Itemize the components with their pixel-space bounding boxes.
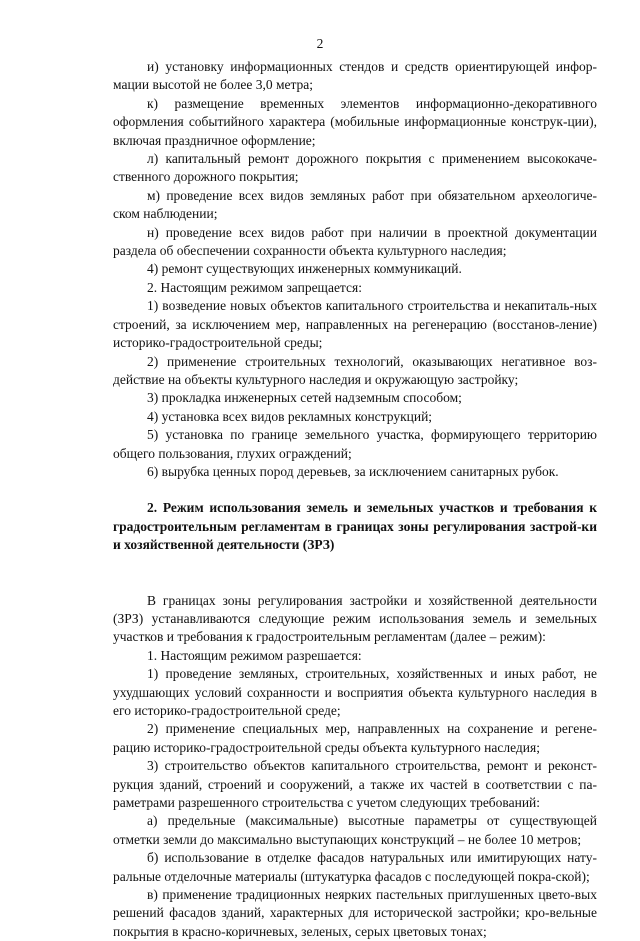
paragraph: в) применение традиционных неярких пастельных приглушенных цвето-вых решений фасадов зданий, характерных для исторической застройки; кро-вельные покрытия в красно-коричневых, зеленых, серых цветовых тонах;	[113, 887, 597, 939]
paragraph: 2. Настоящим режимом запрещается:	[147, 279, 362, 295]
paragraph: а) предельные (максимальные) высотные параметры от существующей отметки земли до максимально выступающих конструкций – не более 10 метров;	[113, 813, 597, 847]
paragraph: к) размещение временных элементов информационно-декоративного оформления событийного характера (мобильные информационные конструк-ции), включая праздничное оформление;	[113, 95, 597, 148]
section-1-list	[113, 58, 597, 481]
paragraph: 2) применение строительных технологий, оказывающих негативное воз-действие на объекты культурного наследия и окружающую застройку;	[113, 353, 597, 387]
paragraph: 5) установка по границе земельного участка, формирующего территорию общего пользования, глухих ограждений;	[113, 427, 597, 461]
paragraph: 4) ремонт существующих инженерных коммуникаций.	[147, 261, 462, 277]
section-2-list	[113, 592, 597, 941]
paragraph: б) использование в отделке фасадов натуральных или имитирующих нату-ральные отделочные материалы (штукатурка фасадов с последующей покра-ской);	[113, 850, 597, 884]
document-body	[113, 58, 597, 941]
paragraph: н) проведение всех видов работ при наличии в проектной документации раздела об обеспечении сохранности объекта культурного наследия;	[113, 224, 597, 259]
paragraph: 6) вырубка ценных пород деревьев, за исключением санитарных рубок.	[147, 463, 559, 479]
paragraph: и) установку информационных стендов и средств ориентирующей инфор-мации высотой не более 3,0 метра;	[113, 59, 597, 93]
paragraph: 2) применение специальных мер, направленных на сохранение и регене-рацию историко-градостроительной среды объекта культурного наследия;	[113, 721, 597, 755]
page-number: 2	[316, 36, 324, 51]
paragraph: В границах зоны регулирования застройки и хозяйственной деятельности (ЗРЗ) устанавливаются следующие режим использования земель и земельных участков и требования к градостроительным регламентам (далее – режим):	[113, 592, 597, 645]
paragraph: л) капитальный ремонт дорожного покрытия с применением высококаче-ственного дорожного покрытия;	[113, 151, 597, 185]
paragraph: 3) прокладка инженерных сетей надземным способом;	[147, 390, 462, 406]
section-2-heading: 2. Режим использования земель и земельных участков и требования к градостроительным регламентам в границах зоны регулирования застрой-ки и хозяйственной деятельности (ЗРЗ)	[113, 500, 597, 553]
paragraph: 1. Настоящим режимом разрешается:	[147, 647, 362, 663]
paragraph: 1) проведение земляных, строительных, хозяйственных и иных работ, не ухудшающих условий сохранности и восприятия объекта культурного наследия в его историко-градостроительной среде;	[113, 666, 597, 718]
paragraph: 1) возведение новых объектов капитального строительства и некапиталь-ных строений, за исключением мер, направленных на регенерацию (восстанов-ление) историко-градостроительной среды;	[113, 298, 597, 351]
paragraph: м) проведение всех видов земляных работ при обязательном археологиче-ском наблюдении;	[113, 187, 597, 222]
paragraph: 4) установка всех видов рекламных конструкций;	[147, 408, 433, 424]
spacer	[113, 555, 597, 592]
paragraph: 3) строительство объектов капитального строительства, ремонт и реконст-рукция зданий, строений и сооружений, а также их частей в соответствии с па-раметрами разрешенного строительства с учетом следующих требований:	[113, 758, 597, 811]
